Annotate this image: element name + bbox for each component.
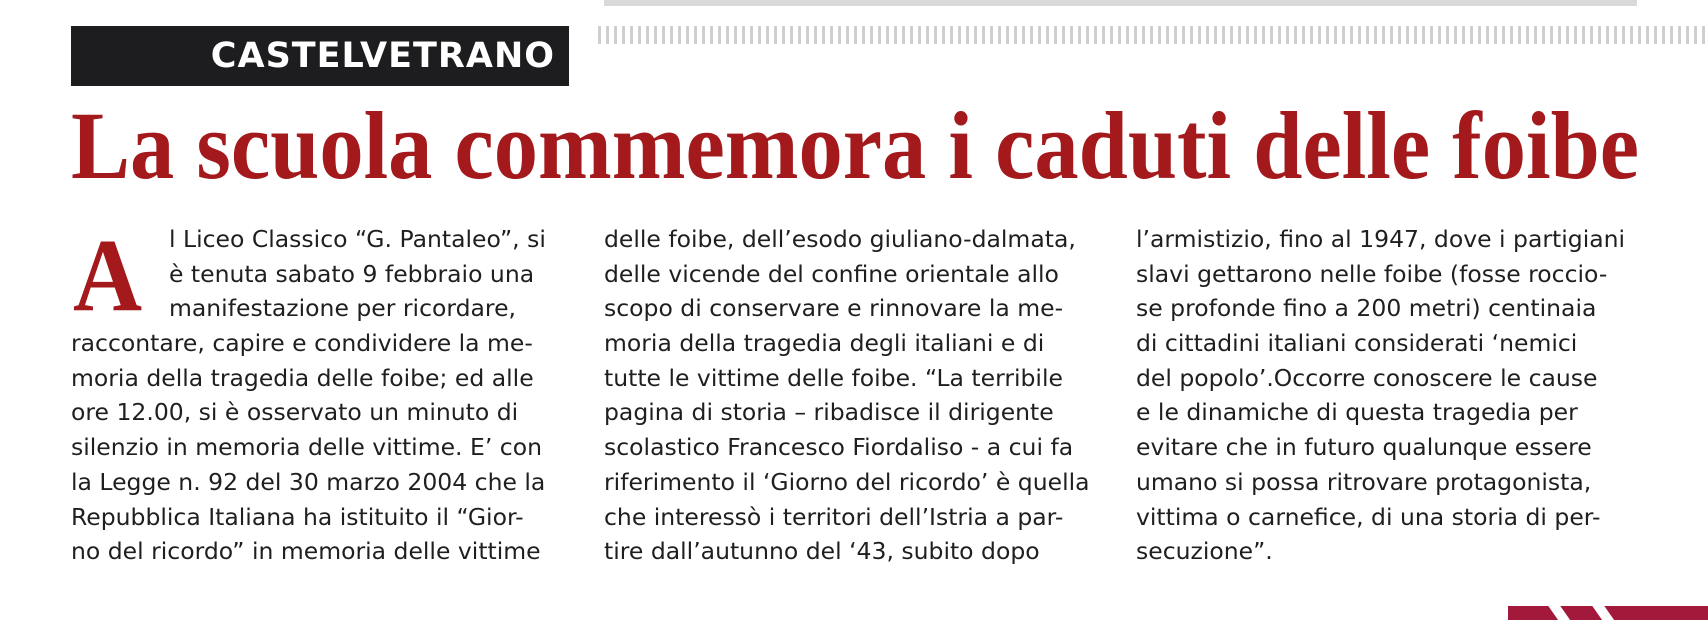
text-line: scopo di conservare e rinnovare la me-	[604, 294, 1064, 323]
text-line: di cittadini italiani considerati ‘nemici	[1136, 329, 1578, 358]
text-line: pagina di storia – ribadisce il dirigente	[604, 398, 1054, 427]
article-column-1	[71, 218, 573, 569]
text-line: l’armistizio, fino al 1947, dove i partigiani	[1136, 225, 1626, 253]
text-line: ore 12.00, si è osservato un minuto di	[71, 398, 519, 427]
text-line: l Liceo Classico “G. Pantaleo”, si	[169, 225, 546, 253]
text-line: scolastico Francesco Fiordaliso - a cui fa	[604, 433, 1074, 462]
text-line: moria della tragedia delle foibe; ed alle	[71, 363, 534, 392]
text-line: umano si possa ritrovare protagonista,	[1136, 467, 1592, 496]
text-line: che interessò i territori dell’Istria a par-	[604, 502, 1064, 531]
text-line: la Legge n. 92 del 30 marzo 2004 che la	[71, 467, 546, 496]
section-label: CASTELVETRANO	[71, 26, 569, 86]
article-column-2	[604, 222, 1106, 569]
drop-cap: A	[73, 218, 143, 333]
text-line: tire dall’autunno del ‘43, subito dopo	[604, 537, 1040, 566]
text-line: riferimento il ‘Giorno del ricordo’ è quella	[604, 467, 1090, 496]
text-line: no del ricordo” in memoria delle vittime	[71, 537, 541, 566]
text-line: tutte le vittime delle foibe. “La terribile	[604, 363, 1063, 392]
text-line: e le dinamiche di questa tragedia per	[1136, 398, 1578, 427]
text-line: secuzione”.	[1136, 537, 1273, 566]
page-corner-logo	[1508, 606, 1708, 620]
text-line: moria della tragedia degli italiani e di	[604, 329, 1045, 358]
text-line: Repubblica Italiana ha istituito il “Gior-	[71, 502, 524, 531]
top-rule	[604, 0, 1637, 6]
text-line: è tenuta sabato 9 febbraio una	[169, 259, 535, 288]
headline: La scuola commemora i caduti delle foibe	[71, 92, 1640, 199]
dashed-rule	[598, 26, 1708, 44]
text-line: raccontare, capire e condividere la me-	[71, 329, 533, 358]
text-line: se profonde fino a 200 metri) centinaia	[1136, 294, 1597, 323]
text-line: delle vicende del confine orientale allo	[604, 259, 1059, 288]
article-column-3	[1136, 222, 1638, 569]
text-line: slavi gettarono nelle foibe (fosse roccio-	[1136, 259, 1608, 288]
text-line: evitare che in futuro qualunque essere	[1136, 433, 1592, 462]
text-line: manifestazione per ricordare,	[169, 294, 517, 323]
text-line: del popolo’.Occorre conoscere le cause	[1136, 363, 1598, 392]
text-line: delle foibe, dell’esodo giuliano-dalmata,	[604, 225, 1076, 253]
text-line: silenzio in memoria delle vittime. E’ con	[71, 433, 542, 462]
text-line: vittima o carnefice, di una storia di per-	[1136, 502, 1601, 531]
